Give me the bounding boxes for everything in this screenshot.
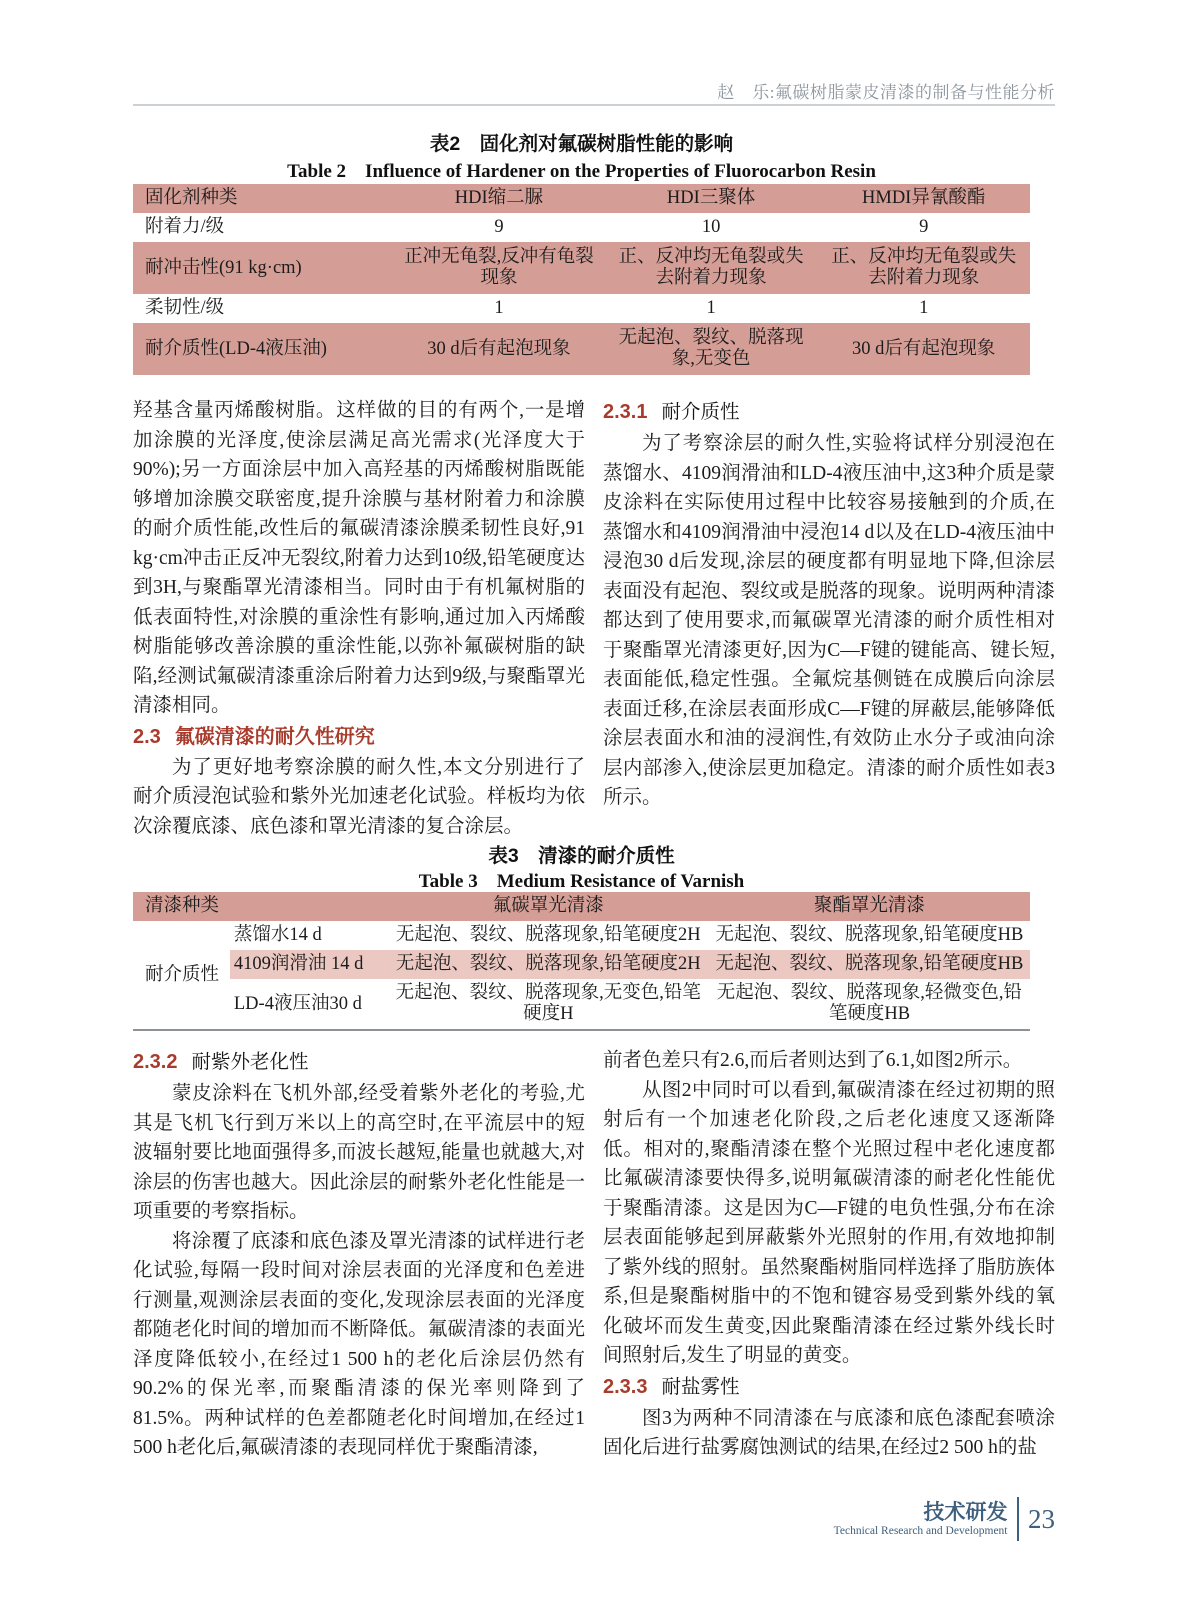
table-row [133,323,1030,375]
table-cell: 正、反冲均无龟裂或失去附着力现象 [831,247,1017,288]
right-column [603,396,1055,841]
paragraph: 前者色差只有2.6,而后者则达到了6.1,如图2所示。 [603,1050,1023,1071]
condition-cell: LD-4液压油30 d [233,993,362,1014]
row-label: 柔韧性/级 [145,298,225,318]
table-cell: 30 d后有起泡现象 [852,338,996,359]
section-number: 2.3 [133,725,161,748]
table3-title-zh: 表3 清漆的耐介质性 [488,845,675,867]
body-columns-top [133,396,1055,841]
paragraph: 羟基含量丙烯酸树脂。这样做的目的有两个,一是增加涂膜的光泽度,使涂层满足高光需求(光泽度大于90%);另一方面涂层中加入高羟基的丙烯酸树脂既能够增加涂膜交联密度,提升涂膜与基材附着力和涂膜的耐介质性能,改性后的氟碳清漆涂膜柔韧性良好,91 kg·cm冲击正反冲无裂纹,附着力达到10级,铅笔硬度达到3H,与聚酯罩光清漆相当。同时由于有机氟树脂的低表面特性,对涂膜的重涂性有影响,通过加入丙烯酸树脂能够改善涂膜的重涂性能,以弥补氟碳树脂的缺陷,经测试氟碳清漆重涂后附着力达到9级,与聚酯罩光清漆相同。 [133,400,585,716]
row-label: 耐冲击性(91 kg·cm) [145,257,302,278]
table-cell: 1 [919,298,929,318]
section-heading-2-3-1 [603,396,1055,429]
table3-title-en: Table 3 Medium Resistance of Varnish [418,871,745,892]
condition-cell: 蒸馏水14 d [233,925,322,945]
footer-divider [1017,1497,1020,1541]
section-title: 氟碳清漆的耐久性研究 [174,725,375,748]
header-rule [133,104,1055,106]
running-head: 赵 乐:氟碳树脂蒙皮清漆的制备与性能分析 [717,83,1055,102]
condition-cell: 4109润滑油 14 d [230,950,388,979]
table-row [133,213,1030,242]
section-title: 耐紫外老化性 [191,1052,309,1073]
section-title: 耐盐雾性 [661,1376,740,1398]
table2-title-zh: 表2 固化剂对氟碳树脂性能的影响 [429,133,734,155]
table-cell: 1 [494,298,504,318]
table-row [133,242,1030,294]
table3 [133,892,1030,1031]
table-cell: 正冲无龟裂,反冲有龟裂现象 [404,247,594,288]
section-heading-2-3 [133,721,585,753]
paragraph: 将涂覆了底漆和底色漆及罩光清漆的试样进行老化试验,每隔一段时间对涂层表面的光泽度和色差进行测量,观测涂层表面的变化,发现涂层表面的光泽度都随老化时间的增加而不断降低。氟碳清漆的表面光泽度降低较小,在经过1 500 h的老化后涂层仍然有90.2%的保光率,而聚酯清漆的保光率则降到了81.5%。两种试样的色差都随老化时间增加,在经过1 500 h老化后,氟碳清漆的表现同样优于聚酯清漆, [133,1230,585,1458]
table3-header-cell: 聚酯罩光清漆 [813,896,925,916]
row-label: 耐介质性(LD-4液压油) [145,338,327,359]
page-number: 23 [1028,1503,1055,1534]
table-cell: 1 [706,298,716,318]
section-heading-2-3-3 [603,1371,1055,1404]
table-cell: 无起泡、裂纹、脱落现象,铅笔硬度HB [715,925,1024,945]
table2-header-cell: HMDI异氰酸酯 [862,188,986,208]
table-cell: 无起泡、裂纹、脱落现象,轻微变色,铅笔硬度HB [716,983,1023,1024]
table-cell: 无起泡、裂纹、脱落现象,铅笔硬度2H [395,925,701,945]
table-cell: 10 [701,217,721,237]
paragraph: 为了考察涂层的耐久性,实验将试样分别浸泡在蒸馏水、4109润滑油和LD-4液压油中,这3种介质是蒙皮涂料在实际使用过程中比较容易接触到的介质,在蒸馏水和4109润滑油中浸泡14 d以及在LD-4液压油中浸泡30 d后发现,涂层的硬度都有明显地下降,但涂层表面没有起泡、裂纹或是脱落的现象。说明两种清漆都达到了使用要求,而氟碳罩光清漆的耐介质性相对于聚酯罩光清漆更好,因为C—F键的键能高、键长短,表面能低,稳定性强。全氟烷基侧链在成膜后向涂层表面迁移,在涂层表面形成C—F键的屏蔽层,能够降低涂层表面水和油的浸润性,有效防止水分子或油向涂层内部渗入,使涂层更加稳定。清漆的耐介质性如表3所示。 [603,433,1055,808]
left-column [133,1046,585,1463]
paragraph: 蒙皮涂料在飞机外部,经受着紫外老化的考验,尤其是飞机飞行到万米以上的高空时,在平流层中的短波辐射要比地面强得多,而波长越短,能量也就越大,对涂层的伤害也越大。因此涂层的耐紫外老化性能是一项重要的考察指标。 [133,1083,585,1222]
row-group-label: 耐介质性 [133,921,230,1030]
table2-header-cell: HDI缩二脲 [454,188,544,208]
table2-header-row [133,184,1030,213]
table2 [133,184,1030,375]
table-cell: 正、反冲均无龟裂或失去附着力现象 [618,247,804,288]
section-title: 耐介质性 [661,402,740,423]
paragraph: 为了更好地考察涂膜的耐久性,本文分别进行了耐介质浸泡试验和紫外光加速老化试验。样板均为依次涂覆底漆、底色漆和罩光清漆的复合涂层。 [133,756,585,837]
table-row [133,921,1030,950]
table2-header-cell: 固化剂种类 [145,188,238,208]
table3-header-cell: 清漆种类 [145,896,220,916]
section-number: 2.3.3 [603,1375,648,1398]
table-cell: 无起泡、裂纹、脱落现象,铅笔硬度HB [709,950,1030,979]
page-footer [133,1497,1055,1541]
table3-header-row [133,892,1030,921]
footer-section-name [834,1501,1008,1538]
right-column [603,1046,1055,1463]
table2-title-en: Table 2 Influence of Hardener on the Properties of Fluorocarbon Resin [287,161,876,182]
body-columns-bottom [133,1046,1055,1463]
section-heading-2-3-2 [133,1046,585,1079]
table-cell: 30 d后有起泡现象 [427,338,571,359]
table3-header-cell: 氟碳罩光清漆 [492,896,604,916]
table-row [133,950,1030,979]
row-label: 附着力/级 [145,217,225,237]
table-row [133,294,1030,323]
table-cell: 9 [919,217,929,237]
paragraph: 图3为两种不同清漆在与底漆和底色漆配套喷涂固化后进行盐雾腐蚀测试的结果,在经过2 500 h的盐 [603,1407,1055,1458]
paragraph: 从图2中同时可以看到,氟碳清漆在经过初期的照射后有一个加速老化阶段,之后老化速度又逐渐降低。相对的,聚酯清漆在整个光照过程中老化速度都比氟碳清漆要快得多,说明氟碳清漆的耐老化性能优于聚酯清漆。这是因为C—F键的电负性强,分布在涂层表面能够起到屏蔽紫外光照射的作用,有效地抑制了紫外线的照射。虽然聚酯树脂同样选择了脂肪族体系,但是聚酯树脂中的不饱和键容易受到紫外线的氧化破坏而发生黄变,因此聚酯清漆在经过紫外线长时间照射后,发生了明显的黄变。 [603,1079,1055,1366]
table-row [133,979,1030,1030]
table-cell: 无起泡、裂纹、脱落现象,铅笔硬度2H [388,950,709,979]
left-column [133,396,585,841]
table-cell: 无起泡、裂纹、脱落现象,无变色,铅笔硬度H [395,983,701,1024]
table-cell: 9 [494,217,504,237]
section-number: 2.3.1 [603,401,648,423]
table2-header-cell: HDI三聚体 [666,188,756,208]
footer-section-en: Technical Research and Development [833,1524,1008,1537]
footer-section-zh: 技术研发 [923,1500,1008,1524]
table-cell: 无起泡、裂纹、脱落现象,无变色 [618,328,804,369]
section-number: 2.3.2 [133,1051,178,1073]
